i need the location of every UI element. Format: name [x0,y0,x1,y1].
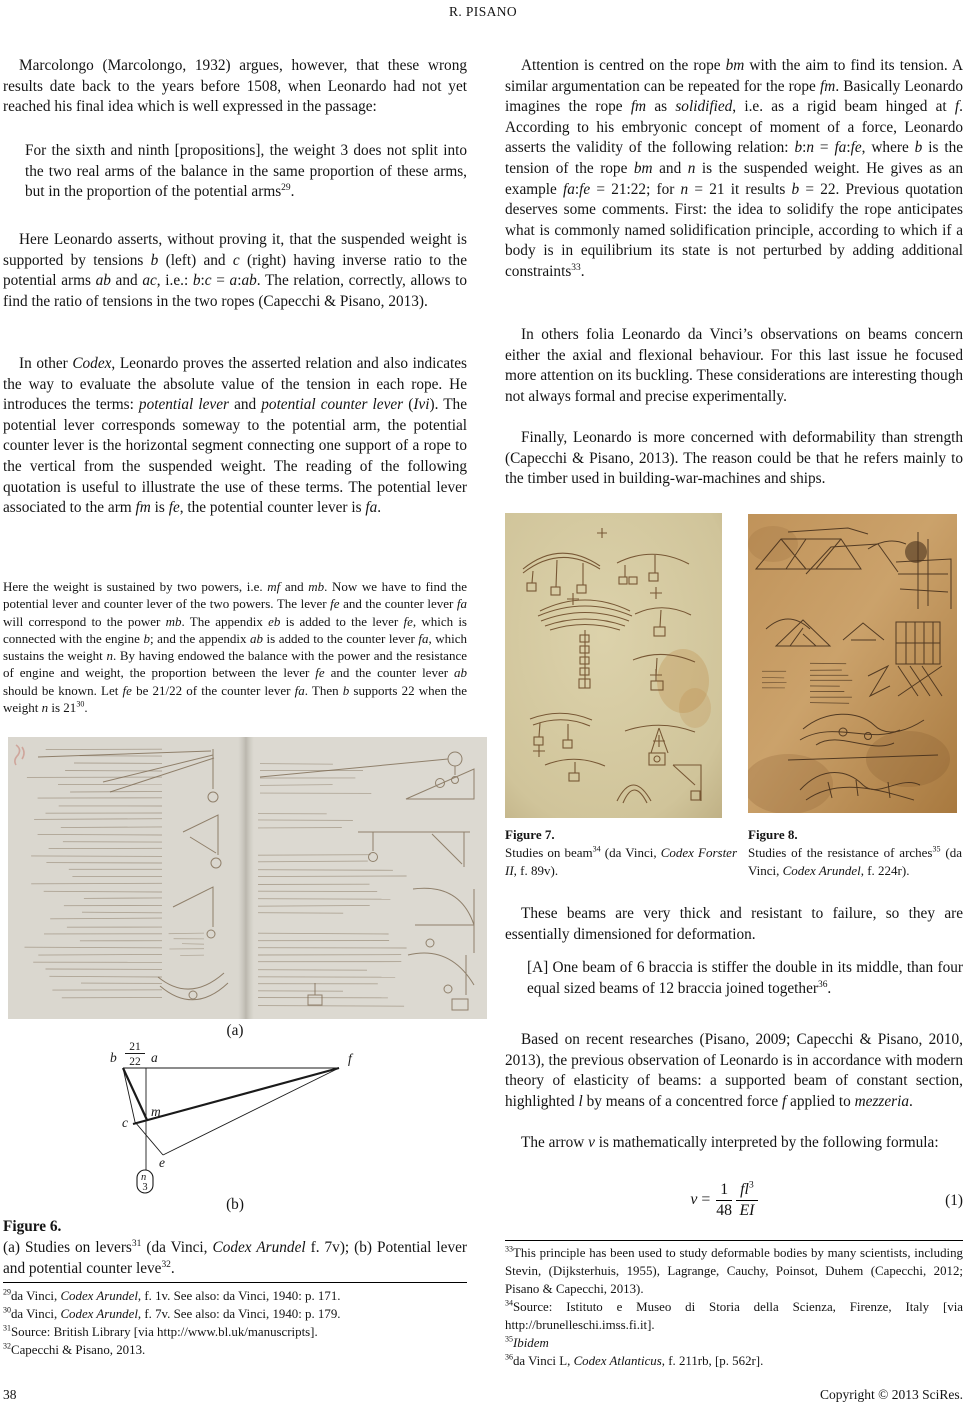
left-small-quote-block: Here the weight is sustained by two powers, i.e. mf and mb. Now we have to find the potential lever and counter lever of the two powers. The lever fe and the counter lever fa will correspond to the power mb. The appendix eb is added to the lever fe, which is connected with the engine b; and the appendix ab is added to the counter lever fa, which sustains the weight n. By having endowed the balance with the power and the resistance of engine and weight, the proportion between the lever fe and the counter lever ab should be known. Let fe be 21/22 of the counter lever fa. Then b supports 22 when the weight n is $21^{30}$. [3,579,468,716]
figure6b-lever-diagram [6,1038,467,1196]
figure-row [505,513,957,823]
label-e: e [159,1155,165,1170]
equation-fraction-2: $\frac{fl^3}{EI}$ [736,1181,758,1220]
left-paragraph-2: Here Leonardo asserts, without proving it, that the suspended weight is supported by tensions b (left) and c (right) having inverse ratio to the potential arms ab and ac, i.e.: b:c = a:ab. The relation, correctly, allows to find the ratio of tensions in the two ropes (Capecchi & Pisano, 2013). [3,231,467,310]
right-paragraph-3: Finally, Leonardo is more concerned with deformability than strength (Capecchi & Pisano, 2013). The reason could be that he refers mainly to the timber used in building-war-machines and ships. [505,429,963,488]
label-f: f [348,1051,352,1066]
figure6a-sublabel: (a) [226,1022,244,1039]
figure7-caption [505,826,737,879]
figure7-caption-text: Studies on beam$^{34}$ (da Vinci, Codex Forster II, f. 89v). [505,844,738,878]
label-c: c [122,1115,128,1130]
label-b: b [110,1050,117,1065]
figure8-manuscript-image [748,514,957,818]
label-n: n [141,1172,147,1183]
figure-captions-row [505,826,963,879]
figure6-caption [3,1217,467,1279]
figure7-caption-label: Figure 7. [505,827,555,842]
equation-1 [505,1181,963,1220]
figure7-manuscript-image [505,513,722,823]
footnote-33: $^{33}$This principle has been used to study deformable bodies by many scientists, including Stevin, (Dijksterhuis, 1955), Lagrange, Cauchy, Poinsot, Duhem (Capecchi, 2012; Pisano & Capecchi, 2013). [505,1244,963,1296]
figure8-caption-text: Studies of the resistance of arches$^{35}$ (da Vinci, Codex Arundel, f. 224r). [748,844,962,878]
running-head: R. PISANO [448,4,518,19]
right-quote-block: [A] One beam of 6 braccia is stiffer the double in its middle, than four equal sized beams of 12 braccia joined together$^{36}$. [527,959,963,997]
equation-fraction-1: $\frac{1}{48}$ [716,1181,733,1219]
right-footnotes [505,1244,963,1370]
footnote-29: $^{29}$da Vinci, Codex Arundel, f. 1v. See also: da Vinci, 1940: p. 171. [3,1287,341,1303]
left-footnotes [3,1287,467,1359]
left-footnote-rule [3,1282,467,1283]
footnote-31: $^{31}$Source: British Library [via http://www.bl.uk/manuscripts]. [3,1323,318,1339]
footnote-32: $^{32}$Capecchi & Pisano, 2013. [3,1341,146,1357]
left-paragraph-3: In other Codex, Leonardo proves the asserted relation and also indicates the way to evaluate the absolute value of the tension in each rope. He introduces the terms: potential lever and potential counter lever (Ivi). The potential lever corresponds someway to the potential arm, the potential counter lever is the horizontal segment connecting one support of a rope to the vertical from the suspended weight. The reading of the following quotation is useful to illustrate the use of these terms. The potential lever associated to the arm fm is fe, the potential counter lever is fa. [3,355,467,517]
right-paragraph-6: The arrow v is mathematically interpreted by the following formula: [521,1134,939,1151]
right-paragraph-5: Based on recent researches (Pisano, 2009; Capecchi & Pisano, 2010, 2013), the previous observation of Leonardo is in accordance with modern theory of elasticity of beams: a supported beam of constant section, highlighted l by means of a concentred force f applied to mezzeria. [505,1031,963,1110]
fraction-numerator: 21 [129,1041,141,1053]
footnote-35: $^{35}$Ibidem [505,1334,549,1350]
figure6a-manuscript-image [8,737,487,1019]
label-m: m [151,1104,161,1119]
right-footnote-rule [505,1240,963,1241]
equation-number: (1) [945,1191,963,1209]
label-3: 3 [142,1182,148,1193]
figure6b-sublabel: (b) [226,1196,244,1213]
label-a: a [151,1050,158,1065]
footnote-30: $^{30}$da Vinci, Codex Arundel, f. 7v. See also: da Vinci, 1940: p. 179. [3,1305,341,1321]
left-quote-block: For the sixth and ninth [propositions], the weight 3 does not split into the two real arms of the balance in the same proportion of these arms, but in the proportion of the potential arms$^{29}$. [25,142,467,201]
copyright-notice: Copyright © 2013 SciRes. [819,1387,963,1402]
equation-lhs: v = [690,1191,715,1209]
figure6-caption-label: Figure 6. [3,1218,62,1235]
footnote-34: $^{34}$Source: Istituto e Museo di Storia della Scienza, Firenze, Italy [via http://brunelleschi.imss.fi.it]. [505,1298,963,1332]
fraction-denominator: 22 [129,1056,141,1068]
footnote-36: $^{36}$da Vinci L, Codex Atlanticus, f. 211rb, [p. 562r]. [505,1352,764,1368]
right-paragraph-1: Attention is centred on the rope bm with the aim to find its tension. A similar argumentation can be repeated for the rope fm. Basically Leonardo imagines the rope fm as solidified, i.e. as a rigid beam hinged at f. According to his embryonic concept of moment of a force, Leonardo asserts the validity of the following relation: b:n = fa:fe, where b is the tension of the rope bm and n is the suspended weight. He gives as an example fa:fe = 21:22; for n = 21 it results b = 22. Previous quotation deserves some comments. First: the idea to solidify the rope anticipates what is commonly named solidification principle, according to which if a body is in equilibrium its state is not perturbed by adding additional constraints$^{33}$. [505,57,964,280]
figure8-caption [748,826,962,879]
equation-math [505,1181,945,1220]
left-paragraph-1: Marcolongo (Marcolongo, 1932) argues, however, that these wrong results date back to the years before 1508, when Leonardo had not yet reached his final idea which is well expressed in the passage: [3,57,467,116]
figure6-caption-text: (a) Studies on levers$^{31}$ (da Vinci, Codex Arundel f. 7v); (b) Potential lever and potential counter leve$^{32}$. [3,1238,467,1277]
figure8-caption-label: Figure 8. [748,827,798,842]
right-paragraph-4: These beams are very thick and resistant to failure, so they are essentially dimensioned for deformation. [505,905,963,943]
right-paragraph-2: In others folia Leonardo da Vinci’s observations on beams concern either the axial and flexional behaviour. For this last issue he focused more attention on its buckling. These considerations are interesting though not always formal and precise experimentally. [505,326,963,405]
page-number: 38 [3,1387,17,1402]
